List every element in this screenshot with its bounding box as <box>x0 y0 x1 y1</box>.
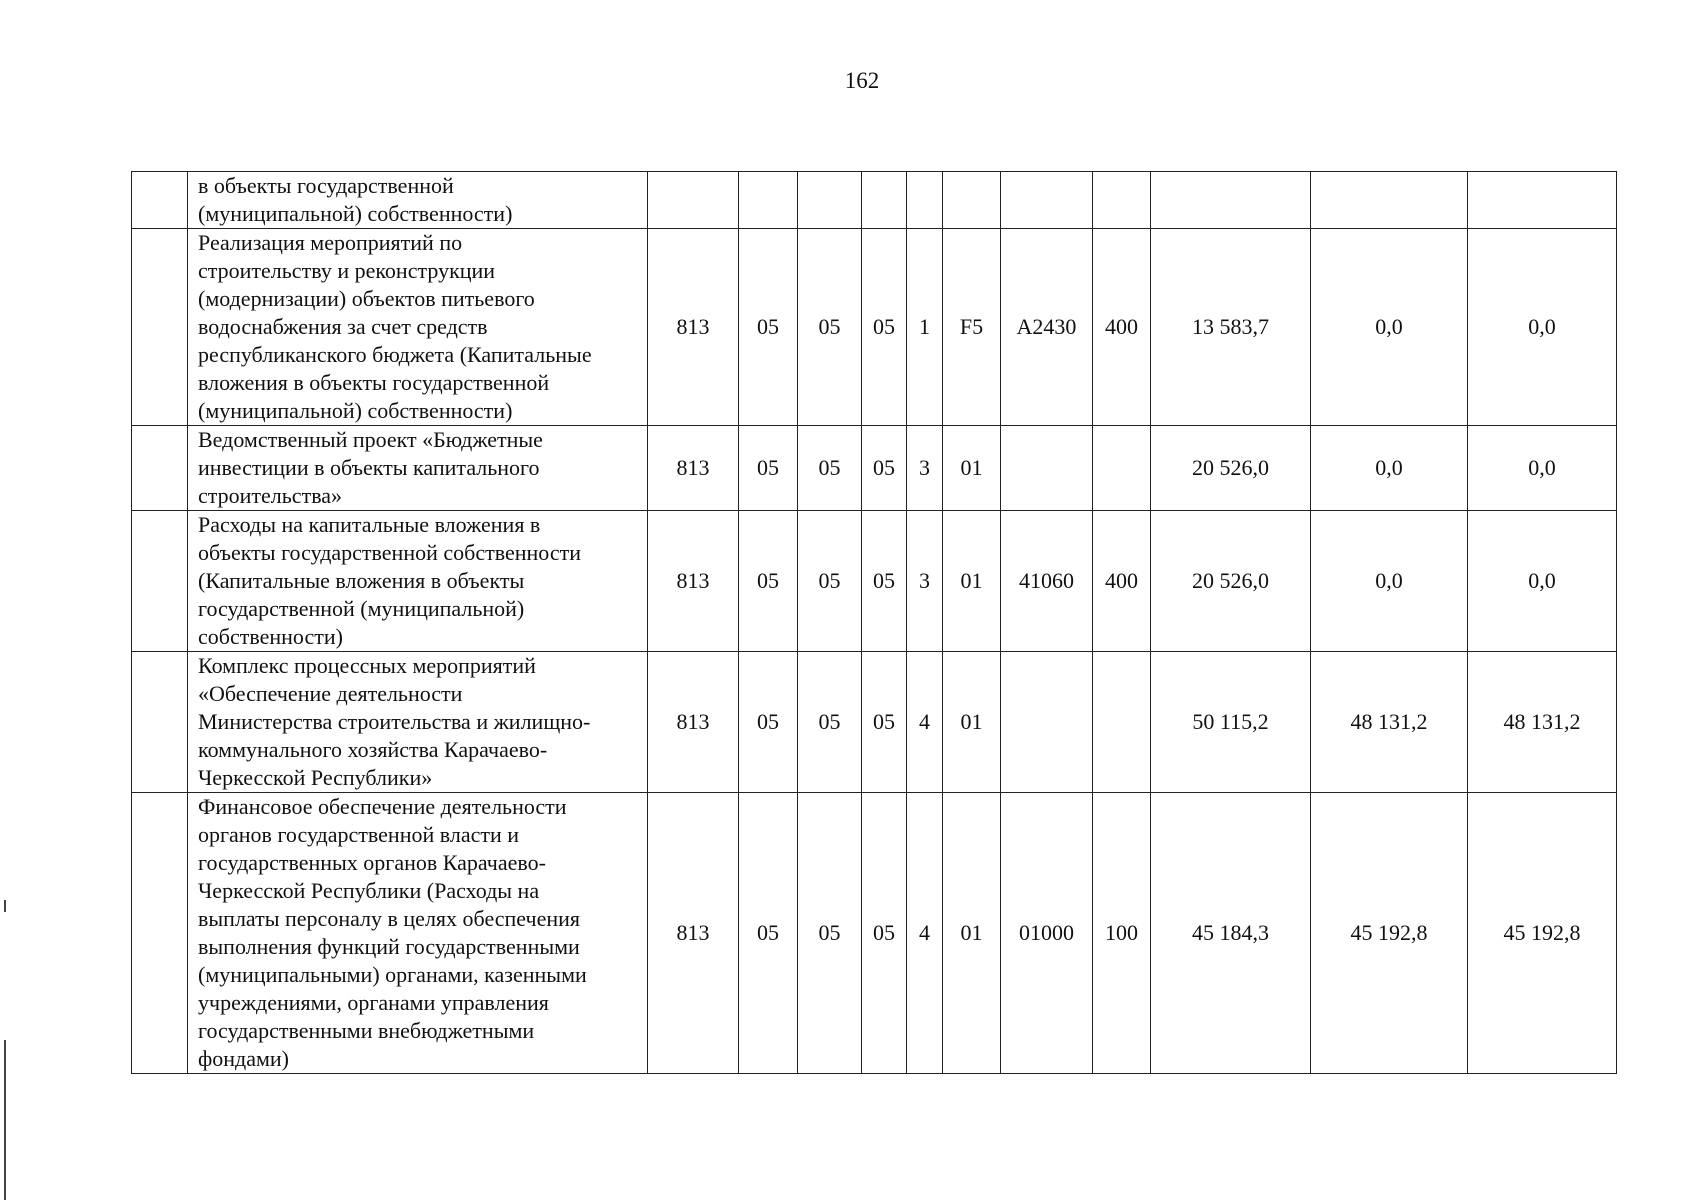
value-cell <box>1001 652 1093 793</box>
value-cell: 0,0 <box>1311 229 1468 426</box>
value-cell: 0,0 <box>1311 511 1468 652</box>
value-cell: 41060 <box>1001 511 1093 652</box>
description-line: собственности) <box>198 624 343 649</box>
value-cell: 48 131,2 <box>1311 652 1468 793</box>
value-cell <box>1151 172 1311 229</box>
scan-margin-mark <box>4 1040 6 1200</box>
value-cell <box>1001 426 1093 511</box>
value-cell: 05 <box>798 511 862 652</box>
description-line: вложения в объекты государственной <box>198 370 550 395</box>
value-cell <box>648 172 739 229</box>
table-row <box>132 229 1617 426</box>
value-cell <box>1001 172 1093 229</box>
description-line: республиканского бюджета (Капитальные <box>198 342 592 367</box>
description-line: (муниципальными) органами, казенными <box>198 962 587 987</box>
description-line: Реализация мероприятий по <box>198 230 463 255</box>
value-cell: 4 <box>907 652 943 793</box>
table-row <box>132 511 1617 652</box>
description-line: выполнения функций государственными <box>198 934 580 959</box>
value-cell: 3 <box>907 511 943 652</box>
value-cell: 05 <box>739 229 798 426</box>
value-cell: F5 <box>943 229 1001 426</box>
description-line: (Капитальные вложения в объекты <box>198 568 525 593</box>
table-row <box>132 652 1617 793</box>
value-cell: 45 192,8 <box>1468 793 1617 1074</box>
value-cell <box>1468 172 1617 229</box>
value-cell: 48 131,2 <box>1468 652 1617 793</box>
description-line: водоснабжения за счет средств <box>198 314 488 339</box>
value-cell: 813 <box>648 793 739 1074</box>
budget-table <box>131 171 1617 1074</box>
row-number-cell <box>132 229 188 426</box>
description-line: органов государственной власти и <box>198 822 520 847</box>
value-cell: 813 <box>648 652 739 793</box>
description-line: Черкесской Республики» <box>198 765 433 790</box>
description-line: Черкесской Республики (Расходы на <box>198 878 540 903</box>
value-cell <box>1311 172 1468 229</box>
value-cell: 0,0 <box>1468 426 1617 511</box>
description-line: «Обеспечение деятельности <box>198 681 463 706</box>
value-cell: 05 <box>798 652 862 793</box>
value-cell: 05 <box>739 652 798 793</box>
value-cell: 05 <box>862 426 907 511</box>
value-cell: 400 <box>1093 229 1151 426</box>
value-cell: 813 <box>648 426 739 511</box>
value-cell: 13 583,7 <box>1151 229 1311 426</box>
description-cell <box>188 426 648 511</box>
value-cell: 400 <box>1093 511 1151 652</box>
value-cell <box>862 172 907 229</box>
row-number-cell <box>132 652 188 793</box>
value-cell: 813 <box>648 229 739 426</box>
value-cell: 05 <box>862 229 907 426</box>
value-cell: 01 <box>943 652 1001 793</box>
value-cell: 0,0 <box>1468 229 1617 426</box>
description-line: Министерства строительства и жилищно- <box>198 709 591 734</box>
description-cell <box>188 793 648 1074</box>
value-cell: 01 <box>943 426 1001 511</box>
table-row <box>132 172 1617 229</box>
value-cell: 45 184,3 <box>1151 793 1311 1074</box>
value-cell: A2430 <box>1001 229 1093 426</box>
description-line: Комплекс процессных мероприятий <box>198 653 536 678</box>
value-cell <box>943 172 1001 229</box>
value-cell: 20 526,0 <box>1151 511 1311 652</box>
table-row <box>132 793 1617 1074</box>
description-line: Финансовое обеспечение деятельности <box>198 794 567 819</box>
row-number-cell <box>132 793 188 1074</box>
value-cell: 1 <box>907 229 943 426</box>
row-number-cell <box>132 172 188 229</box>
value-cell <box>1093 172 1151 229</box>
description-line: инвестиции в объекты капитального <box>198 455 540 480</box>
value-cell: 05 <box>862 793 907 1074</box>
description-line: строительству и реконструкции <box>198 258 496 283</box>
value-cell: 05 <box>739 793 798 1074</box>
value-cell: 05 <box>739 426 798 511</box>
description-line: фондами) <box>198 1046 290 1071</box>
description-cell <box>188 229 648 426</box>
value-cell <box>798 172 862 229</box>
description-cell <box>188 652 648 793</box>
value-cell <box>907 172 943 229</box>
description-line: (муниципальной) собственности) <box>198 201 513 226</box>
description-cell <box>188 172 648 229</box>
value-cell: 50 115,2 <box>1151 652 1311 793</box>
page-number: 162 <box>844 68 880 93</box>
description-line: (муниципальной) собственности) <box>198 398 513 423</box>
value-cell: 813 <box>648 511 739 652</box>
description-line: государственными внебюджетными <box>198 1018 535 1043</box>
value-cell: 05 <box>798 793 862 1074</box>
value-cell <box>1093 426 1151 511</box>
table-row <box>132 426 1617 511</box>
scan-margin-mark <box>4 900 6 912</box>
value-cell: 01 <box>943 793 1001 1074</box>
value-cell: 4 <box>907 793 943 1074</box>
description-line: государственных органов Карачаево- <box>198 850 546 875</box>
value-cell: 45 192,8 <box>1311 793 1468 1074</box>
table-body <box>132 172 1617 1074</box>
value-cell: 01000 <box>1001 793 1093 1074</box>
description-line: государственной (муниципальной) <box>198 596 525 621</box>
description-line: строительства» <box>198 483 343 508</box>
value-cell: 05 <box>798 229 862 426</box>
value-cell: 05 <box>798 426 862 511</box>
row-number-cell <box>132 511 188 652</box>
description-line: (модернизации) объектов питьевого <box>198 286 535 311</box>
value-cell: 0,0 <box>1311 426 1468 511</box>
row-number-cell <box>132 426 188 511</box>
description-line: коммунального хозяйства Карачаево- <box>198 737 548 762</box>
value-cell: 100 <box>1093 793 1151 1074</box>
description-line: объекты государственной собственности <box>198 540 581 565</box>
value-cell: 01 <box>943 511 1001 652</box>
description-cell <box>188 511 648 652</box>
value-cell <box>1093 652 1151 793</box>
value-cell: 05 <box>739 511 798 652</box>
value-cell: 3 <box>907 426 943 511</box>
description-line: Расходы на капитальные вложения в <box>198 512 541 537</box>
value-cell: 20 526,0 <box>1151 426 1311 511</box>
value-cell: 0,0 <box>1468 511 1617 652</box>
value-cell: 05 <box>862 511 907 652</box>
value-cell <box>739 172 798 229</box>
description-line: в объекты государственной <box>198 173 454 198</box>
description-line: выплаты персоналу в целях обеспечения <box>198 906 581 931</box>
value-cell: 05 <box>862 652 907 793</box>
description-line: Ведомственный проект «Бюджетные <box>198 427 543 452</box>
description-line: учреждениями, органами управления <box>198 990 549 1015</box>
